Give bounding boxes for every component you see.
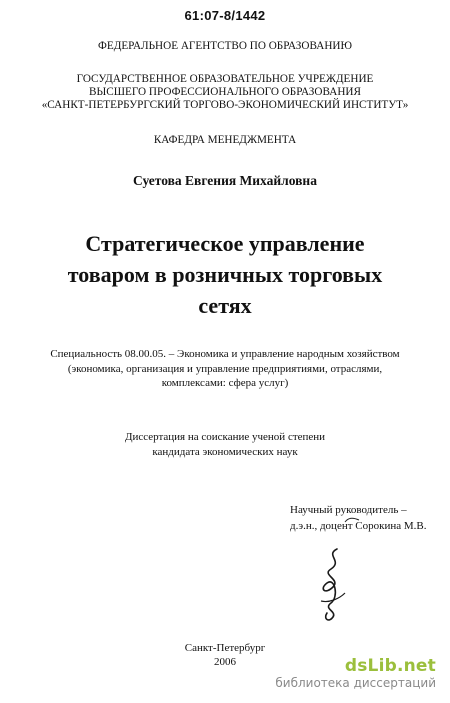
year: 2006 [214,656,236,668]
dslib-watermark [275,656,436,690]
city-name: Санкт-Петербург [184,642,266,654]
specialty-line: комплексами: сфера услуг) [161,377,289,389]
dissertation-title [40,228,410,321]
institution-line: ВЫСШЕГО ПРОФЕССИОНАЛЬНОГО ОБРАЗОВАНИЯ [89,86,361,98]
supervisor-line: Научный руководитель – [290,504,407,516]
degree-line: кандидата экономических наук [152,446,298,458]
signature-image [313,545,351,627]
department-name: КАФЕДРА МЕНЕДЖМЕНТА [153,134,297,146]
supervisor-line: д.э.н., доцент Сорокина М.В. [290,520,427,532]
title-line: Стратегическое управление [85,231,365,256]
title-line: товаром в розничных торговых [67,262,383,287]
handwritten-check-mark [344,516,360,526]
document-code: 61:07-8/1442 [184,8,266,23]
institution-block [0,73,450,112]
author-name: Суетова Евгения Михайловна [133,173,317,188]
title-line: сетях [198,293,252,318]
degree-block [0,430,450,460]
specialty-block [30,347,420,391]
agency-name: ФЕДЕРАЛЬНОЕ АГЕНТСТВО ПО ОБРАЗОВАНИЮ [98,40,352,52]
watermark-site-name: dsLib.net [344,656,436,676]
specialty-line: Специальность 08.00.05. – Экономика и управление народным хозяйством [50,348,400,360]
specialty-line: (экономика, организация и управление предприятиями, отраслями, [67,362,383,375]
institution-line: «САНКТ-ПЕТЕРБУРГСКИЙ ТОРГОВО-ЭКОНОМИЧЕСКИЙ ИНСТИТУТ» [41,99,409,111]
institution-line: ГОСУДАРСТВЕННОЕ ОБРАЗОВАТЕЛЬНОЕ УЧРЕЖДЕНИЕ [76,73,374,85]
degree-line: Диссертация на соискание ученой степени [124,431,326,443]
watermark-caption: библиотека диссертаций [275,676,436,690]
